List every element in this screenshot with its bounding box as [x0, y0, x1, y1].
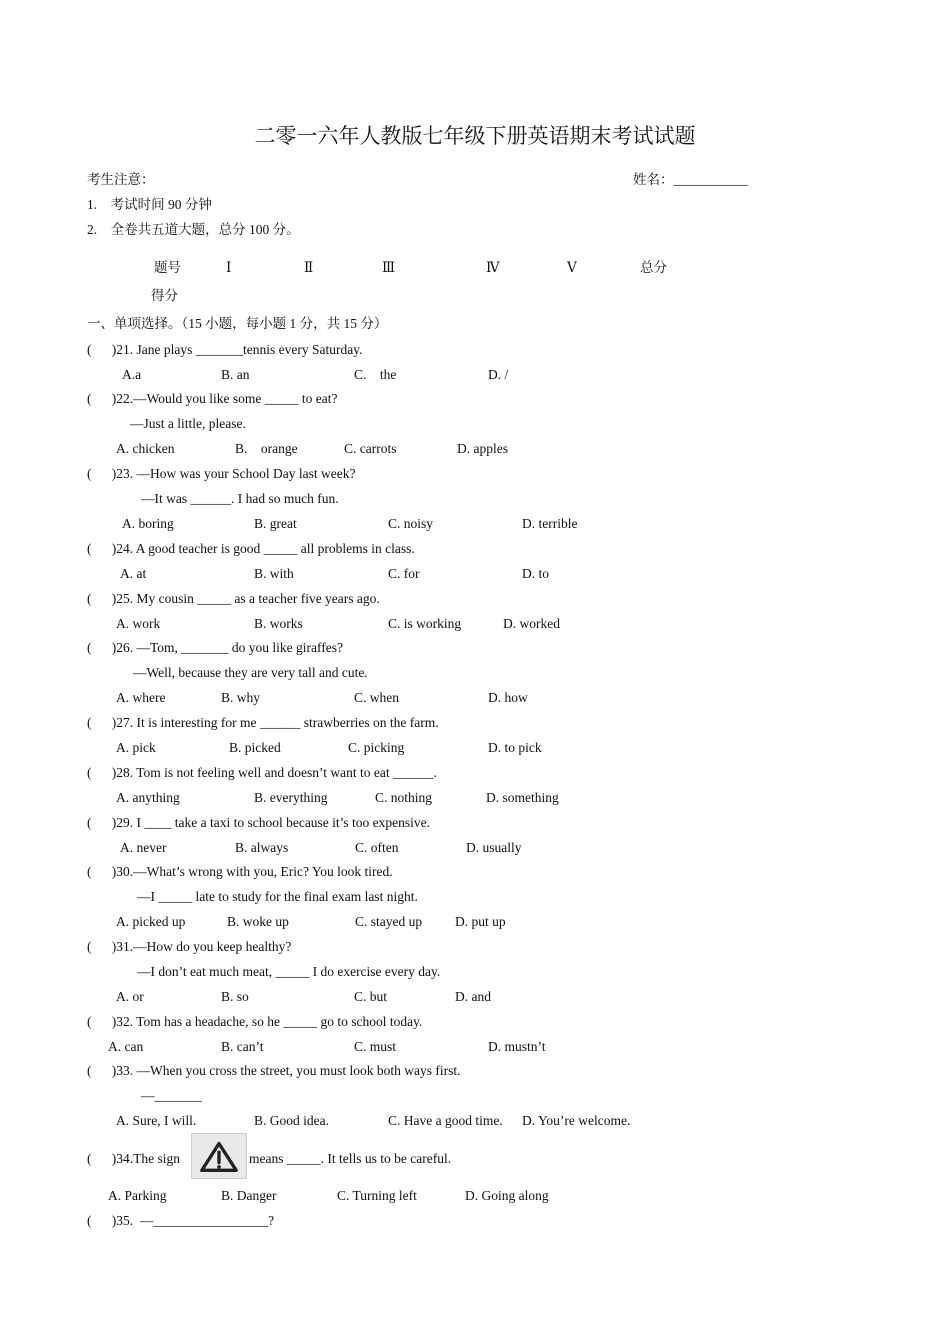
option: D. and: [455, 989, 491, 1004]
option: A. Parking: [108, 1188, 167, 1203]
option: C. carrots: [344, 441, 397, 456]
option: C. when: [354, 690, 399, 705]
option: B. an: [221, 367, 250, 382]
option: A. chicken: [116, 441, 175, 456]
option: C. stayed up: [355, 914, 423, 929]
option: A. where: [116, 690, 166, 705]
option: B. woke up: [227, 914, 289, 929]
question-stem: ( )26. —Tom, _______ do you like giraffes?: [87, 640, 344, 655]
question-stem: ( )29. I ____ take a taxi to school because it’s too expensive.: [87, 815, 431, 830]
option: B. Good idea.: [254, 1113, 329, 1128]
option: B. can’t: [221, 1039, 264, 1054]
option: A. pick: [116, 740, 156, 755]
question-stem-continued: means _____. It tells us to be careful.: [249, 1151, 452, 1166]
option: A. picked up: [116, 914, 186, 929]
option: D. You’re welcome.: [522, 1113, 631, 1128]
question-sub-line: —I don’t eat much meat, _____ I do exercise every day.: [137, 964, 441, 979]
option: C. the: [354, 367, 397, 382]
option: C. noisy: [388, 516, 434, 531]
option: B. picked: [229, 740, 281, 755]
option: B. always: [235, 840, 289, 855]
question-sub-line: —I _____ late to study for the final exam last night.: [137, 889, 418, 904]
question-sub-line: —It was ______. I had so much fun.: [141, 491, 339, 506]
score-table-column: 总分: [640, 260, 667, 275]
warning-triangle-icon: [191, 1133, 247, 1179]
option: D. terrible: [522, 516, 578, 531]
question-sub-line: —Well, because they are very tall and cute.: [133, 665, 368, 680]
score-table-column: Ⅱ: [304, 260, 314, 275]
option: D. mustn’t: [488, 1039, 546, 1054]
option: D. something: [486, 790, 559, 805]
option: A.a: [122, 367, 142, 382]
option: D. how: [488, 690, 528, 705]
question-stem: ( )33. —When you cross the street, you must look both ways first.: [87, 1063, 461, 1078]
option: C. but: [354, 989, 388, 1004]
option: B. why: [221, 690, 261, 705]
question-stem: ( )27. It is interesting for me ______ strawberries on the farm.: [87, 715, 439, 730]
exam-title: 二零一六年人教版七年级下册英语期末考试试题: [254, 124, 696, 148]
question-stem: ( )21. Jane plays _______tennis every Saturday.: [87, 342, 363, 357]
option: C. Turning left: [337, 1188, 417, 1203]
question-stem: ( )22.—Would you like some _____ to eat?: [87, 391, 338, 406]
option: B. great: [254, 516, 297, 531]
option: A. boring: [122, 516, 174, 531]
option: A. can: [108, 1039, 144, 1054]
score-table-column: Ⅲ: [382, 260, 396, 275]
option: B. with: [254, 566, 294, 581]
question-stem: ( )25. My cousin _____ as a teacher five years ago.: [87, 591, 380, 606]
option: C. must: [354, 1039, 397, 1054]
option: A. never: [120, 840, 167, 855]
question-stem: ( )35. —_________________?: [87, 1213, 275, 1228]
option: D. /: [488, 367, 509, 382]
option: B. so: [221, 989, 249, 1004]
score-table-column: Ⅳ: [486, 260, 500, 275]
option: C. for: [388, 566, 420, 581]
option: D. to pick: [488, 740, 542, 755]
option: B. everything: [254, 790, 328, 805]
score-table-row-label: 得分: [151, 288, 178, 303]
option: D. worked: [503, 616, 560, 631]
option: D. apples: [457, 441, 508, 456]
notice-item: 2. 全卷共五道大题，总分 100 分。: [87, 222, 300, 237]
question-stem: ( )34.The sign: [87, 1151, 180, 1166]
option: A. work: [116, 616, 161, 631]
option: A. or: [116, 989, 144, 1004]
notice-item: 1. 考试时间 90 分钟: [87, 197, 212, 212]
option: C. picking: [348, 740, 405, 755]
question-stem: ( )24. A good teacher is good _____ all problems in class.: [87, 541, 415, 556]
option: B. Danger: [221, 1188, 277, 1203]
notice-label: 考生注意：: [87, 172, 155, 187]
option: A. Sure, I will.: [116, 1113, 197, 1128]
question-sub-line: —Just a little, please.: [130, 416, 246, 431]
question-stem: ( )23. —How was your School Day last week?: [87, 466, 356, 481]
option: C. nothing: [375, 790, 433, 805]
option: B. works: [254, 616, 303, 631]
option: B. orange: [235, 441, 298, 456]
section-heading: 一、单项选择。（15 小题，每小题 1 分，共 15 分）: [87, 316, 388, 331]
option: A. anything: [116, 790, 180, 805]
option: D. to: [522, 566, 549, 581]
option: A. at: [120, 566, 147, 581]
option: C. often: [355, 840, 399, 855]
question-sub-line: —_______: [141, 1088, 202, 1103]
score-table-column: Ⅰ: [226, 260, 232, 275]
question-stem: ( )31.—How do you keep healthy?: [87, 939, 292, 954]
score-table-column: Ⅴ: [567, 260, 577, 275]
name-field-label: 姓名：___________: [633, 172, 748, 187]
option: C. Have a good time.: [388, 1113, 503, 1128]
option: D. Going along: [465, 1188, 549, 1203]
question-stem: ( )30.—What’s wrong with you, Eric? You look tired.: [87, 864, 393, 879]
option: C. is working: [388, 616, 462, 631]
question-stem: ( )28. Tom is not feeling well and doesn’t want to eat ______.: [87, 765, 437, 780]
option: D. usually: [466, 840, 522, 855]
score-table-header-label: 题号: [154, 260, 181, 275]
option: D. put up: [455, 914, 506, 929]
question-stem: ( )32. Tom has a headache, so he _____ go to school today.: [87, 1014, 423, 1029]
